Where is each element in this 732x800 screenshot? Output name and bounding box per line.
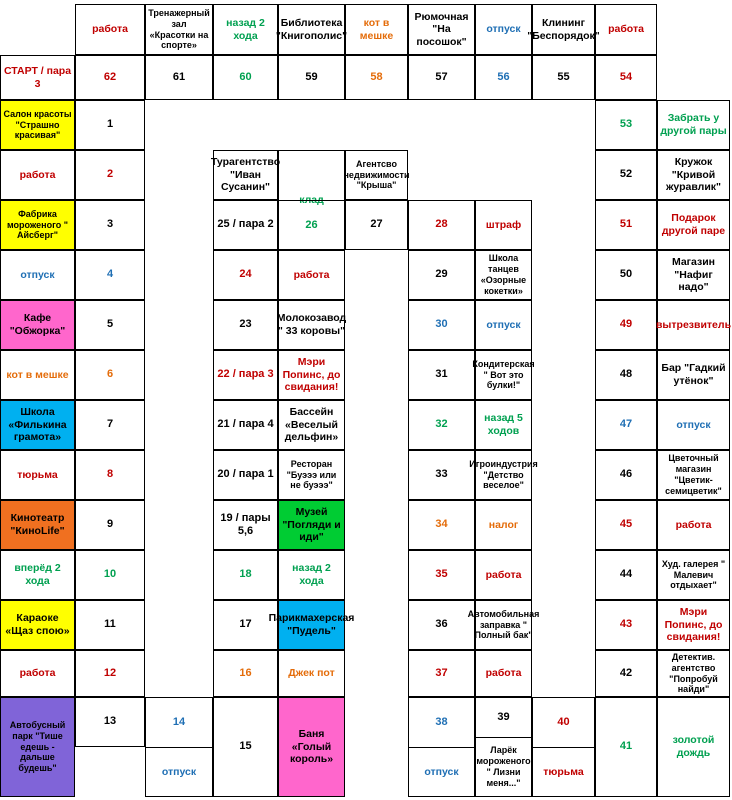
cell-r22: Мэри Попинс, до свидания! xyxy=(278,350,345,400)
cell-n59: 59 xyxy=(278,55,345,100)
cell-l25: Турагентство "Иван Сусанин" xyxy=(213,150,278,200)
cell-r17: Парикмахерская "Пудель" xyxy=(278,600,345,650)
cell-b14: отпуск xyxy=(145,747,213,797)
cell-l10: вперёд 2 хода xyxy=(0,550,75,600)
cell-n16: 16 xyxy=(213,650,278,697)
cell-n15: 15 xyxy=(213,697,278,797)
cell-r35: работа xyxy=(475,550,532,600)
cell-l27: Агентсво недвижимости "Крыша" xyxy=(345,150,408,200)
cell-n38: 38 xyxy=(408,697,475,747)
cell-n60: 60 xyxy=(213,55,278,100)
cell-n29: 29 xyxy=(408,250,475,300)
cell-b40: тюрьма xyxy=(532,747,595,797)
cell-n4: 4 xyxy=(75,250,145,300)
cell-n6: 6 xyxy=(75,350,145,400)
cell-r23: Молокозавод " 33 коровы" xyxy=(278,300,345,350)
cell-n19: 19 / пары 5,6 xyxy=(213,500,278,550)
cell-n30: 30 xyxy=(408,300,475,350)
cell-n44: 44 xyxy=(595,550,657,600)
cell-r18: назад 2 хода xyxy=(278,550,345,600)
cell-n8: 8 xyxy=(75,450,145,500)
cell-r52: Кружок "Кривой журавлик" xyxy=(657,150,730,200)
cell-r28: штраф xyxy=(475,200,532,250)
cell-n37: 37 xyxy=(408,650,475,697)
cell-n48: 48 xyxy=(595,350,657,400)
cell-n62: 62 xyxy=(75,55,145,100)
cell-n31: 31 xyxy=(408,350,475,400)
cell-n39: 39 xyxy=(475,697,532,737)
cell-l7: Школа «Филькина грамота» xyxy=(0,400,75,450)
cell-r32: назад 5 ходов xyxy=(475,400,532,450)
cell-n20: 20 / пара 1 xyxy=(213,450,278,500)
cell-r44: Худ. галерея " Малевич отдыхает" xyxy=(657,550,730,600)
cell-n52: 52 xyxy=(595,150,657,200)
cell-l5: Кафе "Обжорка" xyxy=(0,300,75,350)
cell-r16: Джек пот xyxy=(278,650,345,697)
cell-n40: 40 xyxy=(532,697,595,747)
cell-n11: 11 xyxy=(75,600,145,650)
cell-r30: отпуск xyxy=(475,300,532,350)
cell-n18: 18 xyxy=(213,550,278,600)
cell-n28: 28 xyxy=(408,200,475,250)
cell-r50: Магазин "Нафиг надо" xyxy=(657,250,730,300)
cell-r47: отпуск xyxy=(657,400,730,450)
cell-l6: кот в мешке xyxy=(0,350,75,400)
cell-r51: Подарок другой паре xyxy=(657,200,730,250)
cell-r29: Школа танцев «Озорные кокетки» xyxy=(475,250,532,300)
cell-n47: 47 xyxy=(595,400,657,450)
cell-n1: 1 xyxy=(75,100,145,150)
cell-r19: Музей "Погляди и иди" xyxy=(278,500,345,550)
cell-r43: Мэри Попинс, до свидания! xyxy=(657,600,730,650)
cell-n53: 53 xyxy=(595,100,657,150)
cell-n58: 58 xyxy=(345,55,408,100)
cell-r24: работа xyxy=(278,250,345,300)
cell-r49: вытрезвитель xyxy=(657,300,730,350)
cell-t-back2: назад 2 хода xyxy=(213,4,278,55)
cell-n27: 27 xyxy=(345,200,408,250)
cell-r37: работа xyxy=(475,650,532,697)
cell-t-vac: отпуск xyxy=(475,4,532,55)
cell-n21: 21 / пара 4 xyxy=(213,400,278,450)
cell-t-cat: кот в мешке xyxy=(345,4,408,55)
cell-b39: Ларёк мороженого " Лизни меня..." xyxy=(475,737,532,797)
cell-n35: 35 xyxy=(408,550,475,600)
cell-n17: 17 xyxy=(213,600,278,650)
cell-r20: Ресторан "Буэээ или не буэээ" xyxy=(278,450,345,500)
cell-n24: 24 xyxy=(213,250,278,300)
cell-r33: Игроиндустрия "Детство веселое" xyxy=(475,450,532,500)
cell-n55: 55 xyxy=(532,55,595,100)
cell-n33: 33 xyxy=(408,450,475,500)
cell-r42: Детектив. агентство "Попробуй найди" xyxy=(657,650,730,697)
cell-n56: 56 xyxy=(475,55,532,100)
cell-l8: тюрьма xyxy=(0,450,75,500)
cell-n13: 13 xyxy=(75,697,145,747)
cell-n46: 46 xyxy=(595,450,657,500)
cell-n41: 41 xyxy=(595,697,657,797)
cell-r34: налог xyxy=(475,500,532,550)
cell-n50: 50 xyxy=(595,250,657,300)
cell-n7: 7 xyxy=(75,400,145,450)
cell-t-work2: работа xyxy=(595,4,657,55)
cell-l13: Автобусный парк "Тише едешь - дальше будешь" xyxy=(0,697,75,797)
cell-r31: Кондитерская " Вот это булки!" xyxy=(475,350,532,400)
cell-l4: отпуск xyxy=(0,250,75,300)
cell-n32: 32 xyxy=(408,400,475,450)
cell-l11: Караоке «Щаз спою» xyxy=(0,600,75,650)
cell-t-clean: Клининг "Беспорядок" xyxy=(532,4,595,55)
cell-l2: работа xyxy=(0,150,75,200)
cell-n42: 42 xyxy=(595,650,657,697)
cell-n3: 3 xyxy=(75,200,145,250)
cell-n61: 61 xyxy=(145,55,213,100)
cell-n2: 2 xyxy=(75,150,145,200)
cell-r48: Бар "Гадкий утёнок" xyxy=(657,350,730,400)
cell-t-work: работа xyxy=(75,4,145,55)
cell-n45: 45 xyxy=(595,500,657,550)
cell-t-bar: Рюмочная "На посошок" xyxy=(408,4,475,55)
cell-r21: Бассейн «Веселый дельфин» xyxy=(278,400,345,450)
cell-t-gym: Тренажерный зал «Красотки на спорте» xyxy=(145,4,213,55)
cell-n14: 14 xyxy=(145,697,213,747)
cell-n43: 43 xyxy=(595,600,657,650)
cell-b38: отпуск xyxy=(408,747,475,797)
cell-l1: Салон красоты "Страшно красивая" xyxy=(0,100,75,150)
cell-n23: 23 xyxy=(213,300,278,350)
cell-r53: Забрать у другой пары xyxy=(657,100,730,150)
cell-r41: золотой дождь xyxy=(657,697,730,797)
cell-n26: 26 xyxy=(278,200,345,250)
cell-n51: 51 xyxy=(595,200,657,250)
cell-n49: 49 xyxy=(595,300,657,350)
cell-n54: 54 xyxy=(595,55,657,100)
cell-r46: Цветочный магазин "Цветик-семицветик" xyxy=(657,450,730,500)
cell-t-lib: Библиотека "Книгополис" xyxy=(278,4,345,55)
cell-n34: 34 xyxy=(408,500,475,550)
cell-n57: 57 xyxy=(408,55,475,100)
cell-l12: работа xyxy=(0,650,75,697)
cell-r36: Автомобильная заправка " Полный бак" xyxy=(475,600,532,650)
cell-n36: 36 xyxy=(408,600,475,650)
cell-n22: 22 / пара 3 xyxy=(213,350,278,400)
cell-l9: Кинотеатр "КиноLife" xyxy=(0,500,75,550)
cell-n25: 25 / пара 2 xyxy=(213,200,278,250)
cell-l26: клад xyxy=(278,150,345,250)
cell-n9: 9 xyxy=(75,500,145,550)
cell-start: СТАРТ / пара 3 xyxy=(0,55,75,100)
cell-r15: Баня «Голый король» xyxy=(278,697,345,797)
cell-l3: Фабрика мороженого " Айсберг" xyxy=(0,200,75,250)
cell-r45: работа xyxy=(657,500,730,550)
cell-n5: 5 xyxy=(75,300,145,350)
cell-n10: 10 xyxy=(75,550,145,600)
cell-n12: 12 xyxy=(75,650,145,697)
